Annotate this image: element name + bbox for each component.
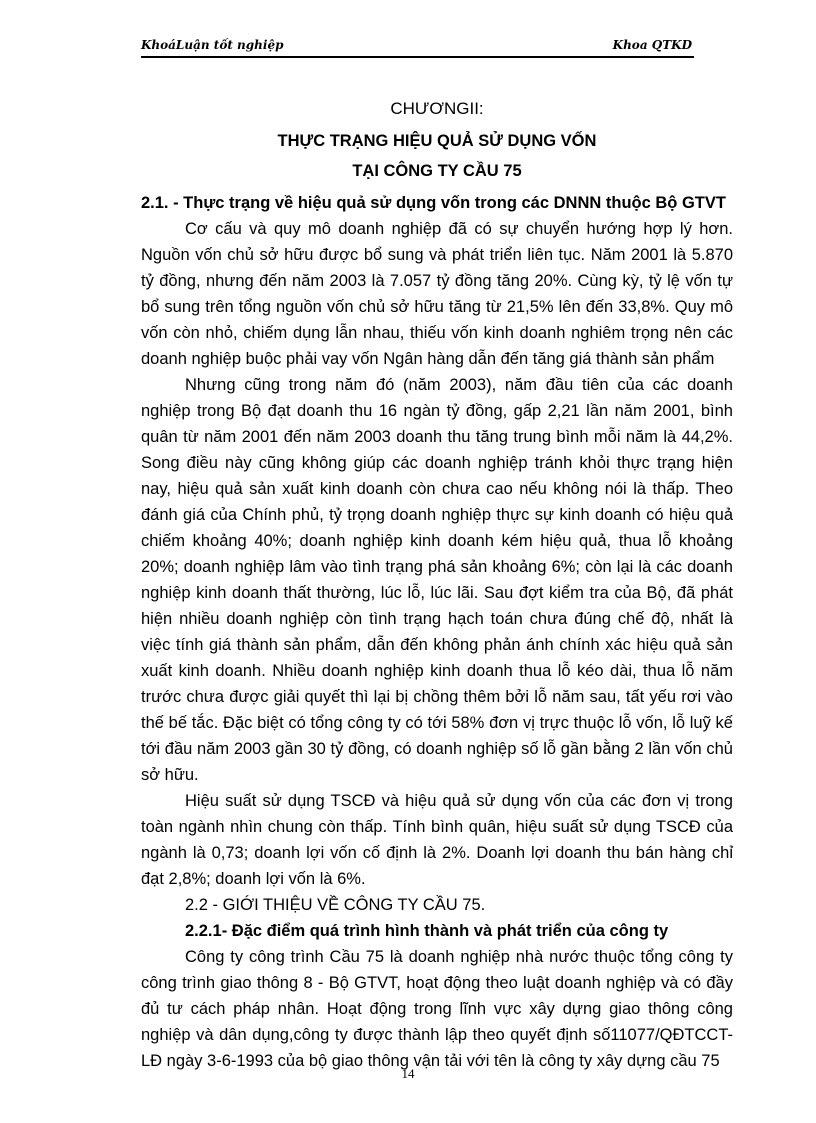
page-number: 14 [401, 1066, 415, 1081]
page-content [141, 96, 733, 1074]
paragraph: Công ty công trình Cầu 75 là doanh nghiệp nhà nước thuộc tổng công ty công trình giao thông 8 - Bộ GTVT, hoạt động theo luật doanh nghiệp và có đầy đủ tư cách pháp nhân. Hoạt động trong lĩnh vực xây dựng giao thông công nghiệp và dân dụng,công ty được thành lập theo quyết định số11077/QĐTCCT-LĐ ngày 3-6-1993 của bộ giao thông vận tải với tên là công ty xây dựng cầu 75 [141, 948, 733, 1070]
paragraph: Cơ cấu và quy mô doanh nghiệp đã có sự chuyển hướng hợp lý hơn. Nguồn vốn chủ sở hữu được bổ sung và phát triển liên tục. Năm 2001 là 5.870 tỷ đồng, nhưng đến năm 2003 là 7.057 tỷ đồng tăng 20%. Cùng kỳ, tỷ lệ vốn tự bổ sung trên tổng nguồn vốn chủ sở hữu tăng từ 21,5% lên đến 33,8%. Quy mô vốn còn nhỏ, chiếm dụng lẫn nhau, thiếu vốn kinh doanh nghiêm trọng nên các doanh nghiệp buộc phải vay vốn Ngân hàng dẫn đến tăng giá thành sản phẩm [141, 220, 733, 368]
section-2-1-heading: 2.1. - Thực trạng về hiệu quả sử dụng vốn trong các DNNN thuộc Bộ GTVT [141, 194, 726, 212]
paragraph: Hiệu suất sử dụng TSCĐ và hiệu quả sử dụng vốn của các đơn vị trong toàn ngành nhìn chung còn thấp. Tính bình quân, hiệu suất sử dụng TSCĐ của ngành là 0,73; doanh lợi vốn cố định là 2%. Doanh lợi doanh thu bán hàng chỉ đạt 2,8%; doanh lợi vốn là 6%. [141, 792, 733, 888]
header-thesis-label: KhoáLuận tốt nghiệp [141, 38, 284, 52]
section-2-2-1-heading: 2.2.1- Đặc điểm quá trình hình thành và phát triển của công ty [185, 922, 669, 940]
chapter-label: CHƯƠNGII: [390, 99, 484, 118]
chapter-title-line-1: THỰC TRẠNG HIỆU QUẢ SỬ DỤNG VỐN [277, 132, 597, 150]
header-faculty-label: Khoa QTKD [612, 38, 692, 52]
page-header [141, 34, 694, 58]
chapter-title-line-2: TẠI CÔNG TY CẦU 75 [352, 162, 522, 180]
paragraph: Nhưng cũng trong năm đó (năm 2003), năm đầu tiên của các doanh nghiệp trong Bộ đạt doanh thu 16 ngàn tỷ đồng, gấp 2,21 lần năm 2001, bình quân từ năm 2001 đến năm 2003 doanh thu tăng trung bình mỗi năm là 44,2%. Song điều này cũng không giúp các doanh nghiệp tránh khỏi thực trạng hiện nay, hiệu quả sản xuất kinh doanh còn chưa cao nếu không nói là thấp. Theo đánh giá của Chính phủ, tỷ trọng doanh nghiệp thực sự kinh doanh có hiệu quả chiếm khoảng 40%; doanh nghiệp kinh doanh kém hiệu quả, thua lỗ khoảng 20%; doanh nghiệp lâm vào tình trạng phá sản khoảng 6%; còn lại là các doanh nghiệp kinh doanh thất thường, lúc lỗ, lúc lãi. Sau đợt kiểm tra của Bộ, đã phát hiện nhiều doanh nghiệp còn tình trạng hạch toán chưa đúng chế độ, nhất là việc tính giá thành sản phẩm, dẫn đến không phản ánh chính xác hiệu quả sản xuất kinh doanh. Nhiều doanh nghiệp kinh doanh thua lỗ kéo dài, thua lỗ năm trước chưa được giải quyết thì lại bị chồng thêm bởi lỗ năm sau, tất yếu rơi vào thế bế tắc. Đặc biệt có tổng công ty có tới 58% đơn vị trực thuộc lỗ vốn, lỗ luỹ kế tới đầu năm 2003 gần 30 tỷ đồng, có doanh nghiệp số lỗ gần bằng 2 lần vốn chủ sở hữu. [141, 376, 733, 784]
section-2-2-heading: 2.2 - GIỚI THIỆU VỀ CÔNG TY CẦU 75. [185, 896, 486, 914]
